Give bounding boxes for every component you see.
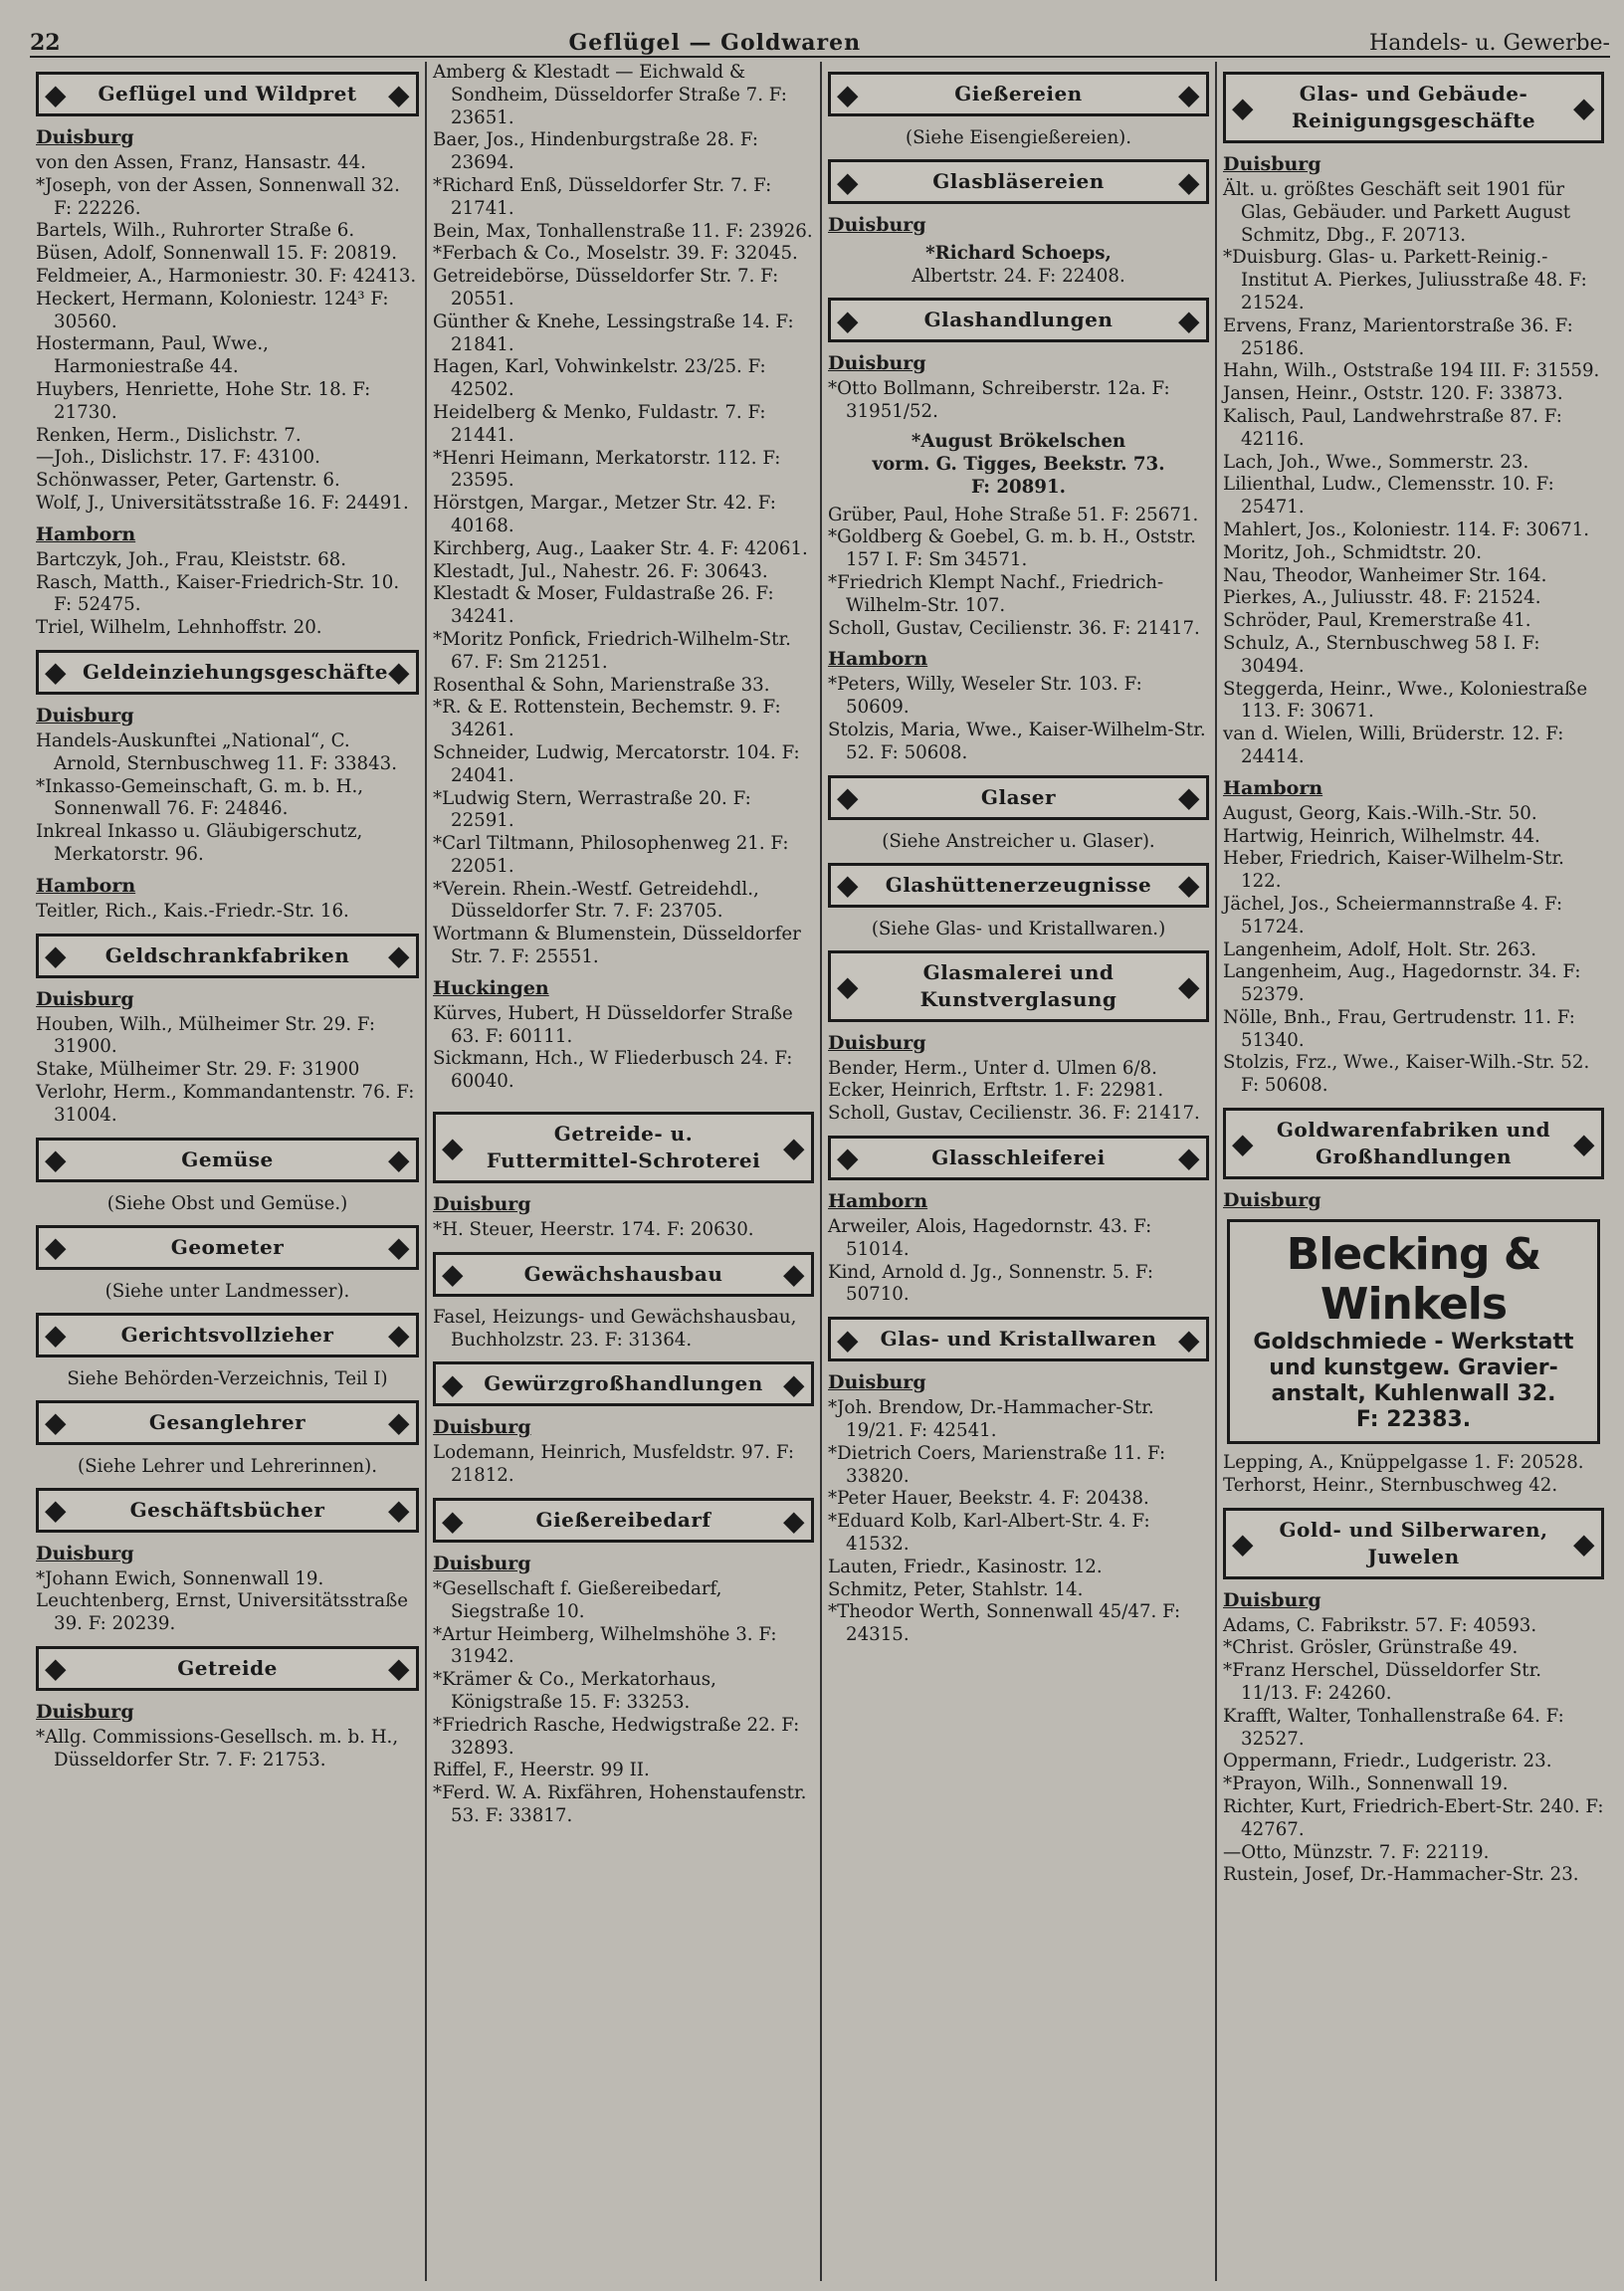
directory-entry: Getreidebörse, Düsseldorfer Str. 7. F: 20551. [433,266,779,310]
directory-entry: Rustein, Josef, Dr.-Hammacher-Str. 23. [1223,1864,1579,1886]
entry-list [828,1058,1209,1126]
page-number: 22 [30,30,61,56]
directory-entry: Büsen, Adolf, Sonnenwall 15. F: 20819. [36,243,398,265]
section-heading: ◆ Goldwarenfabriken und Großhandlungen ◆ [1223,1108,1604,1179]
entry-list [36,152,419,516]
featured-entry-address: Albertstr. 24. F: 22408. [912,266,1125,287]
city-heading: Hamborn [828,1189,928,1212]
directory-entry: *Krämer & Co., Merkatorhaus, Königstraße 15. F: 33253. [433,1669,716,1714]
directory-entry: Hagen, Karl, Vohwinkelstr. 23/25. F: 42502. [433,356,766,401]
directory-entry: Verlohr, Herm., Kommandantenstr. 76. F: 31004. [36,1081,415,1126]
section-heading: ◆ Glashandlungen ◆ [828,298,1209,342]
city-heading: Duisburg [36,1700,134,1723]
directory-entry: Schneider, Ludwig, Mercatorstr. 104. F: 24041. [433,741,800,786]
directory-entry: Bender, Herm., Unter d. Ulmen 6/8. [828,1057,1157,1079]
ad-brand: Blecking & Winkels [1286,1229,1541,1331]
directory-entry: Rasch, Matth., Kaiser-Friedrich-Str. 10. F: 52475. [36,571,400,616]
directory-entry: Moritz, Joh., Schmidtstr. 20. [1223,541,1483,563]
directory-entry: Teitler, Rich., Kais.-Friedr.-Str. 16. [36,900,349,922]
city-heading: Duisburg [433,1193,531,1216]
columns [30,62,1610,2281]
city-heading: Huckingen [433,976,549,999]
directory-entry: Scholl, Gustav, Cecilienstr. 36. F: 21417. [828,1103,1200,1125]
directory-entry: Ält. u. größtes Geschäft seit 1901 für Glas, Gebäuder. und Parkett August Schmitz, Dbg., F. 20713. [1223,179,1571,246]
directory-entry: *Peters, Willy, Weseler Str. 103. F: 50609. [828,674,1142,719]
entry-list [1223,1615,1604,1888]
entry-list [36,730,419,867]
directory-entry: Stake, Mülheimer Str. 29. F: 31900 [36,1059,360,1081]
directory-entry: *Otto Bollmann, Schreiberstr. 12a. F: 31951/52. [828,378,1170,422]
running-header [30,22,1610,58]
directory-entry: August, Georg, Kais.-Wilh.-Str. 50. [1223,802,1537,824]
directory-entry: *Friedrich Klempt Nachf., Friedrich-Wilhelm-Str. 107. [828,571,1164,616]
directory-entry: *Johann Ewich, Sonnenwall 19. [36,1567,324,1589]
directory-entry: Sickmann, Hch., W Fliederbusch 24. F: 60040. [433,1048,793,1093]
directory-entry: Klestadt & Moser, Fuldastraße 26. F: 34241. [433,583,774,628]
directory-entry: Langenheim, Aug., Hagedornstr. 34. F: 52379. [1223,961,1581,1006]
directory-entry: —Otto, Münzstr. 7. F: 22119. [1223,1841,1490,1863]
header-section: Handels- u. Gewerbe- [1369,31,1610,56]
directory-entry: Schröder, Paul, Kremerstraße 41. [1223,610,1531,632]
directory-entry: *Goldberg & Goebel, G. m. b. H., Oststr. 157 I. F: Sm 34571. [828,526,1196,571]
directory-entry: *Franz Herschel, Düsseldorfer Str. 11/13. F: 24260. [1223,1660,1542,1705]
directory-entry: Nölle, Bnh., Frau, Gertrudenstr. 11. F: 51340. [1223,1006,1575,1051]
directory-entry: Heber, Friedrich, Kaiser-Wilhelm-Str. 122. [1223,848,1564,893]
section-heading: ◆ Geschäftsbücher ◆ [36,1488,419,1533]
section-heading: ◆ Gerichtsvollzieher ◆ [36,1313,419,1357]
directory-entry: Feldmeier, A., Harmoniestr. 30. F: 42413. [36,265,417,287]
directory-entry: Leuchtenberg, Ernst, Universitätsstraße 39. F: 20239. [36,1590,409,1635]
directory-entry: Hartwig, Heinrich, Wilhelmstr. 44. [1223,825,1540,847]
directory-entry: Wortmann & Blumenstein, Düsseldorfer Str. 7. F: 25551. [433,924,801,968]
entry-list [1223,179,1604,769]
directory-entry: Stolzis, Frz., Wwe., Kaiser-Wilh.-Str. 52. F: 50608. [1223,1052,1590,1097]
header-title: Geflügel — Goldwaren [568,30,862,56]
entry-list [433,62,814,969]
section-heading: ◆ Gießereibedarf ◆ [433,1498,814,1543]
directory-entry: *Duisburg. Glas- u. Parkett-Reinig.-Institut A. Pierkes, Juliusstraße 48. F: 21524. [1223,247,1587,313]
directory-entry: Bartczyk, Joh., Frau, Kleiststr. 68. [36,548,347,570]
directory-entry: Hahn, Wilh., Oststraße 194 III. F: 31559. [1223,360,1600,382]
directory-entry: Schulz, A., Sternbuschweg 58 I. F: 30494. [1223,632,1540,677]
section-heading: ◆ Glashüttenerzeugnisse ◆ [828,863,1209,908]
directory-entry: *R. & E. Rottenstein, Bechemstr. 9. F: 34261. [433,697,781,741]
directory-entry: Kind, Arnold d. Jg., Sonnenstr. 5. F: 50710. [828,1261,1153,1306]
entry-list [36,1568,419,1636]
cross-reference: (Siehe Eisengießereien). [905,127,1132,148]
featured-entry-address: vorm. G. Tigges, Beekstr. 73. [872,453,1165,475]
city-heading: Hamborn [828,648,928,671]
directory-entry: Stolzis, Maria, Wwe., Kaiser-Wilhelm-Str. 52. F: 50608. [828,719,1206,763]
cross-reference: (Siehe Lehrer und Lehrerinnen). [77,1455,378,1477]
city-heading: Duisburg [36,987,134,1010]
directory-entry: Amberg & Klestadt — Eichwald & Sondheim, Düsseldorfer Straße 7. F: 23651. [433,62,787,128]
directory-entry: Hörstgen, Margar., Metzer Str. 42. F: 40168. [433,493,776,536]
city-heading: Duisburg [1223,153,1321,175]
directory-entry: Kirchberg, Aug., Laaker Str. 4. F: 42061. [433,537,808,559]
entry-list [828,378,1209,424]
directory-entry: Rosenthal & Sohn, Marienstraße 33. [433,674,770,696]
section-heading: ◆ Gewächshausbau ◆ [433,1252,814,1297]
section-heading: ◆ Getreide ◆ [36,1646,419,1691]
directory-entry: Inkreal Inkasso u. Gläubigerschutz, Merkatorstr. 96. [36,821,363,865]
entry-list [828,505,1209,641]
directory-entry: Mahlert, Jos., Koloniestr. 114. F: 30671. [1223,519,1590,540]
directory-entry: Ecker, Heinrich, Erftstr. 1. F: 22981. [828,1080,1164,1102]
entry-list [433,1442,814,1488]
city-heading: Duisburg [828,214,926,236]
column-4 [1215,62,1610,2281]
city-heading: Duisburg [36,126,134,148]
section-heading: ◆ Glasbläsereien ◆ [828,159,1209,204]
featured-entry: *Richard Schoeps, [925,243,1112,264]
ad-phone: F: 22383. [1355,1407,1472,1433]
entry-list [433,1307,814,1353]
directory-entry: Triel, Wilhelm, Lehnhoffstr. 20. [36,617,322,639]
directory-entry: *Christ. Grösler, Grünstraße 49. [1223,1637,1519,1659]
directory-entry: *Dietrich Coers, Marienstraße 11. F: 33820. [828,1442,1166,1487]
directory-entry: *Gesellschaft f. Gießereibedarf, Siegstraße 10. [433,1578,722,1622]
directory-entry: Lodemann, Heinrich, Musfeldstr. 97. F: 21812. [433,1442,794,1487]
directory-entry: Terhorst, Heinr., Sternbuschweg 42. [1223,1474,1558,1496]
directory-entry: *Inkasso-Gemeinschaft, G. m. b. H., Sonnenwall 76. F: 24846. [36,775,364,820]
city-heading: Duisburg [828,352,926,374]
section-heading: ◆ Geldeinziehungsgeschäfte ◆ [36,650,419,695]
directory-entry: Lauten, Friedr., Kasinostr. 12. [828,1556,1103,1577]
section-heading: ◆ Gold- und Silberwaren, Juwelen ◆ [1223,1508,1604,1579]
section-heading: ◆ Getreide- u. Futtermittel-Schroterei ◆ [433,1112,814,1183]
section-heading: ◆ Geldschrankfabriken ◆ [36,934,419,978]
entry-list [433,1219,814,1242]
city-heading: Duisburg [36,1542,134,1564]
cross-reference: Siehe Behörden-Verzeichnis, Teil I) [67,1367,388,1389]
directory-entry: *Henri Heimann, Merkatorstr. 112. F: 23595. [433,447,781,492]
column-3 [820,62,1215,2281]
entry-list [36,1014,419,1128]
city-heading: Duisburg [36,704,134,727]
section-heading: ◆ Gießereien ◆ [828,72,1209,116]
directory-entry: *Ludwig Stern, Werrastraße 20. F: 22591. [433,787,751,832]
directory-entry: Heidelberg & Menko, Fuldastr. 7. F: 21441. [433,401,766,446]
directory-entry: Handels-Auskunftei „National“, C. Arnold, Sternbuschweg 11. F: 33843. [36,729,398,774]
section-heading: ◆ Gewürzgroßhandlungen ◆ [433,1361,814,1406]
directory-entry: Huybers, Henriette, Hohe Str. 18. F: 21730. [36,378,371,423]
directory-entry: Ervens, Franz, Marientorstraße 36. F: 25186. [1223,314,1573,359]
directory-entry: Riffel, F., Heerstr. 99 II. [433,1760,650,1781]
directory-entry: Kalisch, Paul, Landwehrstraße 87. F: 42116. [1223,405,1562,450]
directory-entry: —Joh., Dislichstr. 17. F: 43100. [36,447,320,469]
directory-entry: Scholl, Gustav, Cecilienstr. 36. F: 21417. [828,617,1200,639]
section-heading: ◆ Gemüse ◆ [36,1138,419,1182]
cross-reference: (Siehe unter Landmesser). [104,1280,350,1302]
section-heading: ◆ Glasschleiferei ◆ [828,1136,1209,1180]
ad-line: Goldschmiede - Werkstatt [1253,1330,1574,1355]
section-heading: ◆ Geflügel und Wildpret ◆ [36,72,419,116]
entry-list [828,1216,1209,1307]
directory-entry: Richter, Kurt, Friedrich-Ebert-Str. 240. F: 42767. [1223,1796,1604,1840]
directory-entry: Günther & Knehe, Lessingstraße 14. F: 21841. [433,311,794,355]
directory-entry: Renken, Herm., Dislichstr. 7. [36,424,302,446]
directory-entry: Arweiler, Alois, Hagedornstr. 43. F: 51014. [828,1215,1152,1260]
entry-list [433,1003,814,1094]
city-heading: Duisburg [433,1553,531,1575]
directory-entry: *Peter Hauer, Beekstr. 4. F: 20438. [828,1488,1149,1510]
column-2 [425,62,820,2281]
directory-entry: Schönwasser, Peter, Gartenstr. 6. [36,470,340,492]
directory-entry: Jächel, Jos., Scheiermannstraße 4. F: 51724. [1223,893,1563,937]
entry-list [828,1397,1209,1647]
entry-list [36,1727,419,1772]
featured-entry-phone: F: 20891. [971,476,1066,498]
city-heading: Duisburg [1223,1189,1321,1212]
directory-entry: Klestadt, Jul., Nahestr. 26. F: 30643. [433,560,768,582]
section-heading: ◆ Glasmalerei und Kunstverglasung ◆ [828,950,1209,1022]
directory-entry: Jansen, Heinr., Oststr. 120. F: 33873. [1223,383,1563,405]
section-heading: ◆ Glaser ◆ [828,775,1209,820]
city-heading: Duisburg [828,1371,926,1394]
directory-entry: Oppermann, Friedr., Ludgeristr. 23. [1223,1751,1552,1772]
directory-entry: Bartels, Wilh., Ruhrorter Straße 6. [36,220,355,242]
city-heading: Duisburg [828,1031,926,1054]
entry-list [828,674,1209,764]
cross-reference: (Siehe Obst und Gemüse.) [106,1192,348,1214]
ad-line: anstalt, Kuhlenwall 32. [1271,1381,1556,1407]
directory-entry: *Joseph, von der Assen, Sonnenwall 32. F: 22226. [36,174,400,219]
section-heading: ◆ Glas- und Gebäude-Reinigungsgeschäfte ◆ [1223,72,1604,143]
column-1 [30,62,425,2281]
city-heading: Hamborn [36,874,136,897]
directory-entry: *Artur Heimberg, Wilhelmshöhe 3. F: 31942. [433,1623,777,1668]
directory-entry: Bein, Max, Tonhallenstraße 11. F: 23926. [433,220,813,242]
entry-list [36,549,419,640]
directory-entry: Krafft, Walter, Tonhallenstraße 64. F: 32527. [1223,1705,1564,1750]
directory-entry: *Allg. Commissions-Gesellsch. m. b. H., Düsseldorfer Str. 7. F: 21753. [36,1726,399,1770]
directory-entry: *Friedrich Rasche, Hedwigstraße 22. F: 32893. [433,1714,800,1759]
directory-entry: *Verein. Rhein.-Westf. Getreidehdl., Düsseldorfer Str. 7. F: 23705. [433,878,759,923]
directory-entry: von den Assen, Franz, Hansastr. 44. [36,152,366,173]
directory-entry: Kürves, Hubert, H Düsseldorfer Straße 63. F: 60111. [433,1002,793,1047]
entry-list [36,901,419,924]
directory-entry: Houben, Wilh., Mülheimer Str. 29. F: 31900. [36,1013,376,1058]
entry-list [1223,803,1604,1098]
directory-entry: *Richard Enß, Düsseldorfer Str. 7. F: 21741. [433,174,772,219]
directory-entry: Adams, C. Fabrikstr. 57. F: 40593. [1223,1614,1537,1636]
directory-entry: Fasel, Heizungs- und Gewächshausbau, Buchholzstr. 23. F: 31364. [433,1306,797,1351]
directory-entry: *Carl Tiltmann, Philosophenweg 21. F: 22051. [433,833,789,877]
directory-entry: Lach, Joh., Wwe., Sommerstr. 23. [1223,451,1529,473]
directory-entry: Langenheim, Adolf, Holt. Str. 263. [1223,938,1537,960]
directory-entry: *Prayon, Wilh., Sonnenwall 19. [1223,1773,1509,1795]
directory-entry: Grüber, Paul, Hohe Straße 51. F: 25671. [828,504,1199,525]
featured-entry: *August Brökelschen [911,430,1126,452]
directory-entry: *Theodor Werth, Sonnenwall 45/47. F: 24315. [828,1601,1181,1646]
directory-entry: Hostermann, Paul, Wwe., Harmoniestraße 44. [36,333,269,378]
directory-entry: *H. Steuer, Heerstr. 174. F: 20630. [433,1219,754,1241]
directory-entry: Baer, Jos., Hindenburgstraße 28. F: 23694. [433,129,759,174]
directory-entry: van d. Wielen, Willi, Brüderstr. 12. F: 24414. [1223,724,1564,767]
directory-entry: Steggerda, Heinr., Wwe., Koloniestraße 113. F: 30671. [1223,678,1588,723]
cross-reference: (Siehe Glas- und Kristallwaren.) [871,918,1166,939]
section-heading: ◆ Geometer ◆ [36,1225,419,1270]
directory-entry: *Ferd. W. A. Rixfähren, Hohenstaufenstr. 53. F: 33817. [433,1782,807,1827]
directory-entry: Pierkes, A., Juliusstr. 48. F: 21524. [1223,587,1541,609]
cross-reference: (Siehe Anstreicher u. Glaser). [882,830,1155,852]
advertisement-box [1227,1219,1600,1444]
entry-list [1223,1452,1604,1498]
directory-entry: *Eduard Kolb, Karl-Albert-Str. 4. F: 41532. [828,1511,1150,1555]
entry-list [433,1578,814,1828]
city-heading: Hamborn [1223,776,1323,799]
directory-entry: Schmitz, Peter, Stahlstr. 14. [828,1578,1084,1600]
ad-line: und kunstgew. Gravier- [1269,1355,1558,1381]
city-heading: Duisburg [1223,1588,1321,1611]
directory-entry: Heckert, Hermann, Koloniestr. 124³ F: 30560. [36,288,389,332]
section-heading: ◆ Glas- und Kristallwaren ◆ [828,1317,1209,1361]
directory-entry: Wolf, J., Universitätsstraße 16. F: 24491. [36,492,409,514]
directory-entry: Lepping, A., Knüppelgasse 1. F: 20528. [1223,1452,1584,1474]
section-heading: ◆ Gesanglehrer ◆ [36,1400,419,1445]
directory-entry: *Ferbach & Co., Moselstr. 39. F: 32045. [433,243,798,265]
directory-entry: Lilienthal, Ludw., Clemensstr. 10. F: 25471. [1223,474,1554,519]
city-heading: Hamborn [36,522,136,545]
directory-entry: *Joh. Brendow, Dr.-Hammacher-Str. 19/21. F: 42541. [828,1397,1154,1441]
directory-entry: Nau, Theodor, Wanheimer Str. 164. [1223,564,1547,586]
directory-entry: *Moritz Ponfick, Friedrich-Wilhelm-Str. 67. F: Sm 21251. [433,628,791,673]
city-heading: Duisburg [433,1416,531,1439]
